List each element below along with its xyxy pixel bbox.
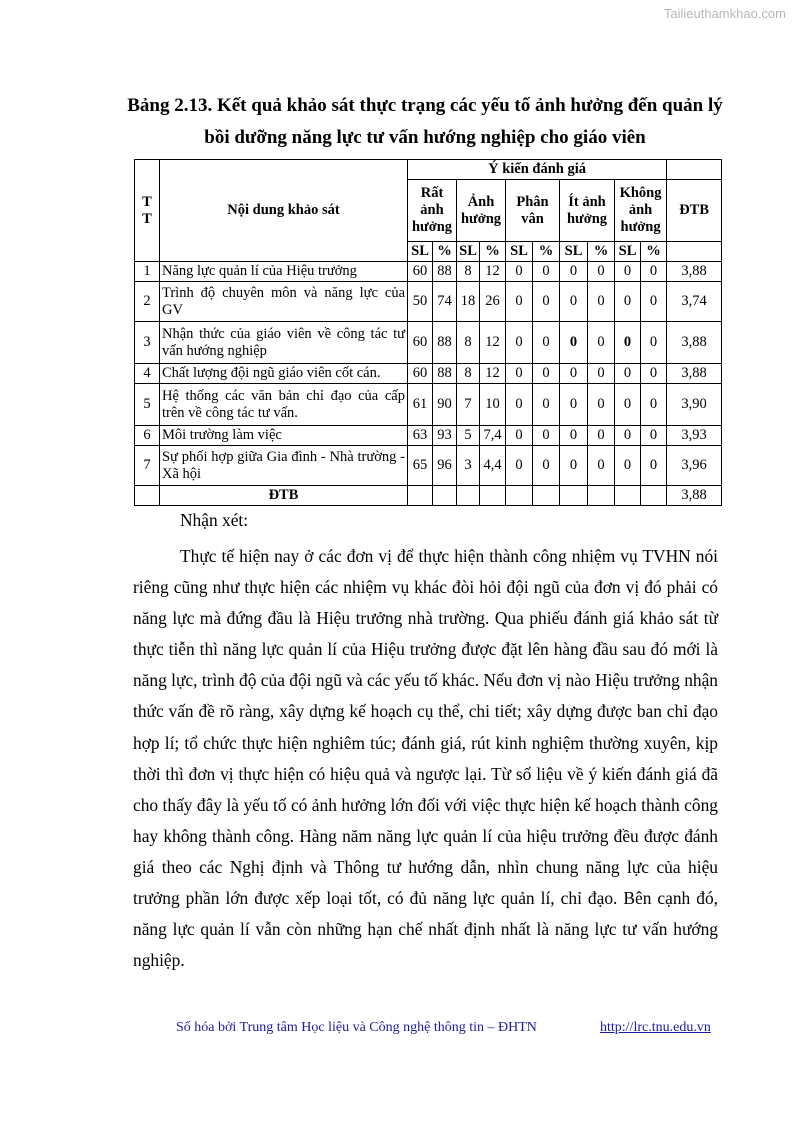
cell: 10 [480, 384, 506, 426]
cell: 0 [588, 364, 615, 384]
cell: 12 [480, 322, 506, 364]
row-dtb: 3,93 [667, 426, 722, 446]
row-tt: 3 [135, 322, 160, 364]
cell: 0 [615, 384, 641, 426]
cell: 8 [457, 322, 480, 364]
total-empty [506, 486, 533, 506]
cell: 0 [533, 262, 560, 282]
total-empty [641, 486, 667, 506]
sub-pct: % [641, 242, 667, 262]
cell: 65 [408, 446, 433, 486]
cell: 0 [615, 364, 641, 384]
cell: 0 [641, 322, 667, 364]
sub-sl: SL [615, 242, 641, 262]
cell: 0 [615, 262, 641, 282]
cell: 0 [506, 426, 533, 446]
header-group: Ý kiến đánh giá [408, 160, 667, 180]
total-row [135, 486, 722, 506]
cell: 0 [641, 262, 667, 282]
cell: 0 [560, 364, 588, 384]
footer-credit: Số hóa bởi Trung tâm Học liệu và Công nghệ thông tin – ĐHTN [176, 1020, 537, 1035]
cell: 0 [506, 282, 533, 322]
header-blank [667, 160, 722, 180]
cell: 61 [408, 384, 433, 426]
total-blank [135, 486, 160, 506]
row-content: Trình độ chuyên môn và năng lực của GV [160, 282, 408, 322]
table-row [135, 262, 722, 282]
table-row [135, 322, 722, 364]
cell: 0 [641, 426, 667, 446]
cell: 88 [433, 364, 457, 384]
cell: 96 [433, 446, 457, 486]
header-dtb: ĐTB [667, 180, 722, 242]
cell: 12 [480, 364, 506, 384]
cell: 93 [433, 426, 457, 446]
header-level-4: Ít ảnh hưởng [560, 180, 615, 242]
row-dtb: 3,88 [667, 364, 722, 384]
row-tt: 4 [135, 364, 160, 384]
cell: 0 [588, 446, 615, 486]
cell: 0 [533, 322, 560, 364]
row-dtb: 3,74 [667, 282, 722, 322]
sub-pct: % [588, 242, 615, 262]
total-empty [588, 486, 615, 506]
cell: 7,4 [480, 426, 506, 446]
cell: 0 [506, 262, 533, 282]
total-label: ĐTB [160, 486, 408, 506]
row-dtb: 3,90 [667, 384, 722, 426]
row-tt: 5 [135, 384, 160, 426]
total-empty [480, 486, 506, 506]
cell: 0 [533, 384, 560, 426]
sub-pct: % [533, 242, 560, 262]
row-content: Năng lực quản lí của Hiệu trưởng [160, 262, 408, 282]
cell: 90 [433, 384, 457, 426]
sub-sl: SL [560, 242, 588, 262]
cell: 0 [506, 322, 533, 364]
cell: 0 [641, 446, 667, 486]
total-empty [560, 486, 588, 506]
cell: 0 [533, 282, 560, 322]
row-tt: 2 [135, 282, 160, 322]
cell: 12 [480, 262, 506, 282]
table-row [135, 364, 722, 384]
table-row [135, 282, 722, 322]
table-row [135, 446, 722, 486]
cell: 0 [506, 364, 533, 384]
row-tt: 7 [135, 446, 160, 486]
cell: 0 [560, 322, 588, 364]
row-content: Nhận thức của giáo viên về công tác tư vấn hướng nghiệp [160, 322, 408, 364]
sub-sl: SL [408, 242, 433, 262]
row-dtb: 3,96 [667, 446, 722, 486]
cell: 0 [533, 426, 560, 446]
cell: 18 [457, 282, 480, 322]
cell: 0 [588, 322, 615, 364]
header-tt: T T [135, 160, 160, 262]
cell: 0 [533, 446, 560, 486]
cell: 63 [408, 426, 433, 446]
total-empty [457, 486, 480, 506]
cell: 8 [457, 262, 480, 282]
sub-pct: % [433, 242, 457, 262]
cell: 0 [588, 426, 615, 446]
cell: 4,4 [480, 446, 506, 486]
total-empty [408, 486, 433, 506]
total-empty [433, 486, 457, 506]
cell: 0 [506, 446, 533, 486]
cell: 88 [433, 322, 457, 364]
cell: 60 [408, 262, 433, 282]
cell: 0 [615, 426, 641, 446]
cell: 26 [480, 282, 506, 322]
cell: 0 [506, 384, 533, 426]
cell: 0 [560, 282, 588, 322]
cell: 8 [457, 364, 480, 384]
header-level-5: Không ảnh hưởng [615, 180, 667, 242]
header-content: Nội dung khảo sát [160, 160, 408, 262]
row-tt: 1 [135, 262, 160, 282]
cell: 0 [615, 322, 641, 364]
cell: 0 [588, 262, 615, 282]
cell: 5 [457, 426, 480, 446]
cell: 0 [641, 364, 667, 384]
table-row [135, 384, 722, 426]
remark-label: Nhận xét: [180, 510, 249, 530]
cell: 0 [560, 426, 588, 446]
cell: 88 [433, 262, 457, 282]
survey-table [134, 159, 722, 506]
row-content: Môi trường làm việc [160, 426, 408, 446]
row-dtb: 3,88 [667, 322, 722, 364]
cell: 7 [457, 384, 480, 426]
total-empty [615, 486, 641, 506]
row-content: Sự phối hợp giữa Gia đình - Nhà trường - Xã hội [160, 446, 408, 486]
watermark: Tailieuthamkhao.com [663, 6, 786, 21]
cell: 0 [588, 384, 615, 426]
header-level-1: Rất ảnh hưởng [408, 180, 457, 242]
row-dtb: 3,88 [667, 262, 722, 282]
footer-link[interactable]: http://lrc.tnu.edu.vn [600, 1020, 711, 1035]
sub-pct: % [480, 242, 506, 262]
total-empty [533, 486, 560, 506]
cell: 0 [615, 282, 641, 322]
table-title-line-2: bồi dưỡng năng lực tư vấn hướng nghiệp cho giáo viên [204, 127, 646, 148]
cell: 0 [615, 446, 641, 486]
cell: 74 [433, 282, 457, 322]
header-level-2: Ảnh hưởng [457, 180, 506, 242]
cell: 0 [641, 384, 667, 426]
sub-sl: SL [506, 242, 533, 262]
header-level-3: Phân vân [506, 180, 560, 242]
cell: 0 [560, 384, 588, 426]
cell: 60 [408, 322, 433, 364]
cell: 0 [560, 446, 588, 486]
table-row [135, 426, 722, 446]
row-content: Chất lượng đội ngũ giáo viên cốt cán. [160, 364, 408, 384]
cell: 0 [533, 364, 560, 384]
cell: 0 [588, 282, 615, 322]
total-value: 3,88 [667, 486, 722, 506]
cell: 0 [641, 282, 667, 322]
sub-sl: SL [457, 242, 480, 262]
cell: 50 [408, 282, 433, 322]
cell: 3 [457, 446, 480, 486]
body-paragraph: Thực tế hiện nay ở các đơn vị để thực hiện thành công nhiệm vụ TVHN nói riêng cũng như thực hiện các nhiệm vụ khác đòi hỏi đội ngũ của đơn vị đó phải có năng lực mà đứng đầu là Hiệu trưởng nhà trường. Qua phiếu đánh giá khảo sát từ thực tiễn thì năng lực quản lí của Hiệu trưởng được đặt lên hàng đầu sau đó mới là năng lực, trình độ của đội ngũ và các yếu tố khác. Nếu đơn vị nào Hiệu trưởng nhận thức vấn đề rõ ràng, xây dựng kế hoạch cụ thể, chi tiết; xây dựng được ban chỉ đạo hợp lí; tổ chức thực hiện nghiêm túc; đánh giá, rút kinh nghiệm thường xuyên, kịp thời thì đơn vị thực hiện có hiệu quả và ngược lại. Từ số liệu về ý kiến đánh giá đã cho thấy đây là yếu tố có ảnh hưởng lớn đối với việc thực hiện kế hoạch thành công hay không thành công. Hàng năm năng lực quản lí của hiệu trưởng đều được đánh giá theo các Nghị định và Thông tư hướng dẫn, nhìn chung năng lực của hiệu trưởng phần lớn được xếp loại tốt, có đủ năng lực quản lí, chỉ đạo. Bên cạnh đó, năng lực quản lí vẫn còn những hạn chế nhất định nhất là năng lực tư vấn hướng nghiệp. [133, 546, 718, 971]
cell: 60 [408, 364, 433, 384]
row-tt: 6 [135, 426, 160, 446]
table-title-line-1: Bảng 2.13. Kết quả khảo sát thực trạng các yếu tố ảnh hưởng đến quản lý [127, 95, 723, 116]
row-content: Hệ thống các văn bản chỉ đạo của cấp trên về công tác tư vấn. [160, 384, 408, 426]
sub-blank [667, 242, 722, 262]
cell: 0 [560, 262, 588, 282]
